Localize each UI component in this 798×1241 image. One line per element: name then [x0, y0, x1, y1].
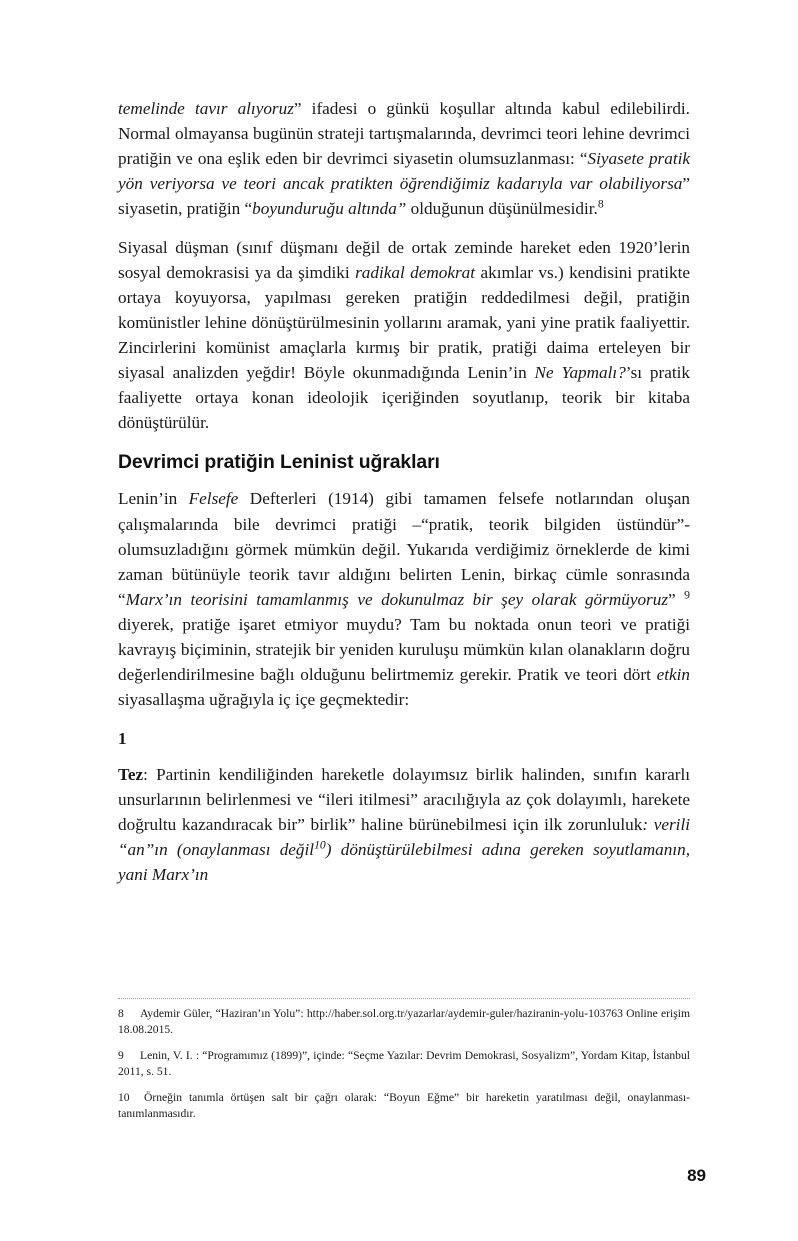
paragraph-1-italic-quote: Siyasete pratik yön veriyorsa ve teori ancak pratikten öğrendiğimiz kadarıyla var olabiliyorsa: [118, 149, 690, 194]
footnote-ref-8: 8: [597, 197, 604, 211]
paragraph-2: [118, 235, 690, 435]
paragraph-3-italic-etkin: etkin: [656, 664, 690, 684]
paragraph-3-run-1: Lenin’in: [118, 489, 189, 509]
paragraph-3-italic-felsefe: Felsefe: [188, 489, 239, 509]
paragraph-1-run-6: olduğunun düşünülmesidir.: [406, 199, 598, 219]
footnote-text-10: Örneğin tanımla örtüşen salt bir çağrı olarak: “Boyun Eğme” bir hareketin yaratılması değil, onaylanması-tanımlanmasıdır.: [118, 1090, 690, 1121]
footnote-number-9: 9: [118, 1048, 124, 1062]
paragraph-2-italic-ne-yapmali: Ne Yapmalı?: [534, 363, 626, 383]
paragraph-4-footnote-wrapper: [314, 840, 326, 859]
section-heading: Devrimci pratiğin Leninist uğrakları: [118, 451, 440, 474]
paragraph-3-run-8: siyasallaşma uğrağıyla iç içe geçmektedir:: [118, 689, 410, 709]
paragraph-3-run-6: diyerek, pratiğe işaret etmiyor muydu? Tam bu noktada onun teori ve pratiği kavrayış biçiminin, stratejik bir yeniden kuruluşu mümkün kılan olanakların doğru değerlendirilmesine bağlı olduğunu belirtmemiz gerekir. Pratik ve teori dört: [118, 614, 690, 684]
footnote-ref-9: 9: [684, 587, 690, 601]
paragraph-2-run-3: akımlar vs.) kendisini pratikte ortaya koyuyorsa, yapılması gereken pratiğin reddedilmesi değil, pratiğin komünistler lehine dönüştürülmesinin yollarını aramak, yani yine pratik faaliyettir. Zincirlerini komünist amaçlarla kırmış bir pratik, pratiği daima erteleyen bir siyasal analizden yeğdir! Böyle okunmadığında Lenin’in: [118, 263, 690, 383]
footnote-number-10: 10: [118, 1090, 130, 1104]
paragraph-1-run-4: ” siyasetin, pratiğin “: [118, 174, 690, 219]
paragraph-1-italic-quote-2: boyunduruğu altında”: [252, 199, 407, 219]
paragraph-3-run-3: Defterleri (1914) gibi tamamen felsefe notlarından oluşan çalışmalarında bile devrimci pratiği –“pratik, teorik bilgiden üstündür”- olumsuzladığını görmek mümkün değil. Yukarıda verdiğimiz örneklerde de kimi zaman bütünüyle teorik tavır aldığını belirten Lenin, birkaç cümle sonrasında “: [118, 489, 690, 609]
paragraph-4-run-2: : Partinin kendiliğinden hareketle dolayımsız birlik halinden, sınıfın kararlı unsurlarının belirlenmesi ve “ileri itilmesi” aracılığıyla az çok dolayımlı, harekete doğrultu kazandıracak bir” birlik” haline bürünebilmesi için ilk zorunluluk: [118, 764, 690, 835]
footnote-ref-10: 10: [314, 838, 326, 852]
paragraph-2-italic-radikal-demokrat: radikal demokrat: [355, 263, 476, 283]
paragraph-4-label-tez: Tez: [118, 764, 144, 784]
paragraph-1-run-2: ” ifadesi o günkü koşullar altında kabul edilebilirdi. Normal olmayansa bugünün strateji tartışmalarında, devrimci teori lehine devrimci pratiğin ve ona eşlik eden bir devrimci siyasetin olumsuzlanması: “: [118, 99, 690, 169]
page-number: 89: [687, 1166, 706, 1185]
footnote-item-9: [118, 1048, 690, 1081]
page-body-content: [118, 96, 690, 901]
paragraph-2-run-1: Siyasal düşman (sınıf düşmanı değil de ortak zeminde hareket eden 1920’lerin sosyal demokrasisi ya da şimdiki: [118, 238, 690, 283]
paragraph-4-italic-run-4: ) dönüştürülebilmesi adına gereken soyutlamanın, yani Marx’ın: [118, 840, 691, 885]
footnote-separator-rule: [118, 998, 690, 999]
footnote-text-9: Lenin, V. I. : “Programımız (1899)”, içinde: “Seçme Yazılar: Devrim Demokrasi, Sosyalizm”, Yordam Kitap, İstanbul 2011, s. 51.: [118, 1048, 690, 1079]
footnote-text-8: Aydemir Güler, “Haziran’ın Yolu”: http://haber.sol.org.tr/yazarlar/aydemir-guler/haziranin-yolu-103763 Online erişim 18.08.2015.: [118, 1007, 690, 1037]
paragraph-3: [118, 486, 690, 711]
footnote-item-8: [118, 1006, 690, 1039]
paragraph-4-italic-run-3: : verili “an”ın (onaylanması değil: [118, 815, 691, 860]
paragraph-3-italic-marx-quote: Marx’ın teorisini tamamlanmış ve dokunulmaz bir şey olarak görmüyoruz: [125, 589, 669, 609]
paragraph-1-italic-opening: temelinde tavır alıyoruz: [118, 99, 294, 118]
footnote-item-10: [118, 1090, 690, 1123]
footnote-number-8: 8: [118, 1007, 124, 1020]
paragraph-1: [118, 96, 690, 221]
paragraph-2-run-5: ’sı pratik faaliyette ortaya konan ideolojik içeriğinden soyutlanıp, teorik bir kitaba dönüştürülür.: [118, 363, 690, 433]
paragraph-3-run-5: ”: [668, 589, 685, 609]
footnotes-section: [118, 998, 690, 1132]
enumeration-number-1: 1: [118, 728, 127, 748]
paragraph-4: [118, 762, 690, 887]
